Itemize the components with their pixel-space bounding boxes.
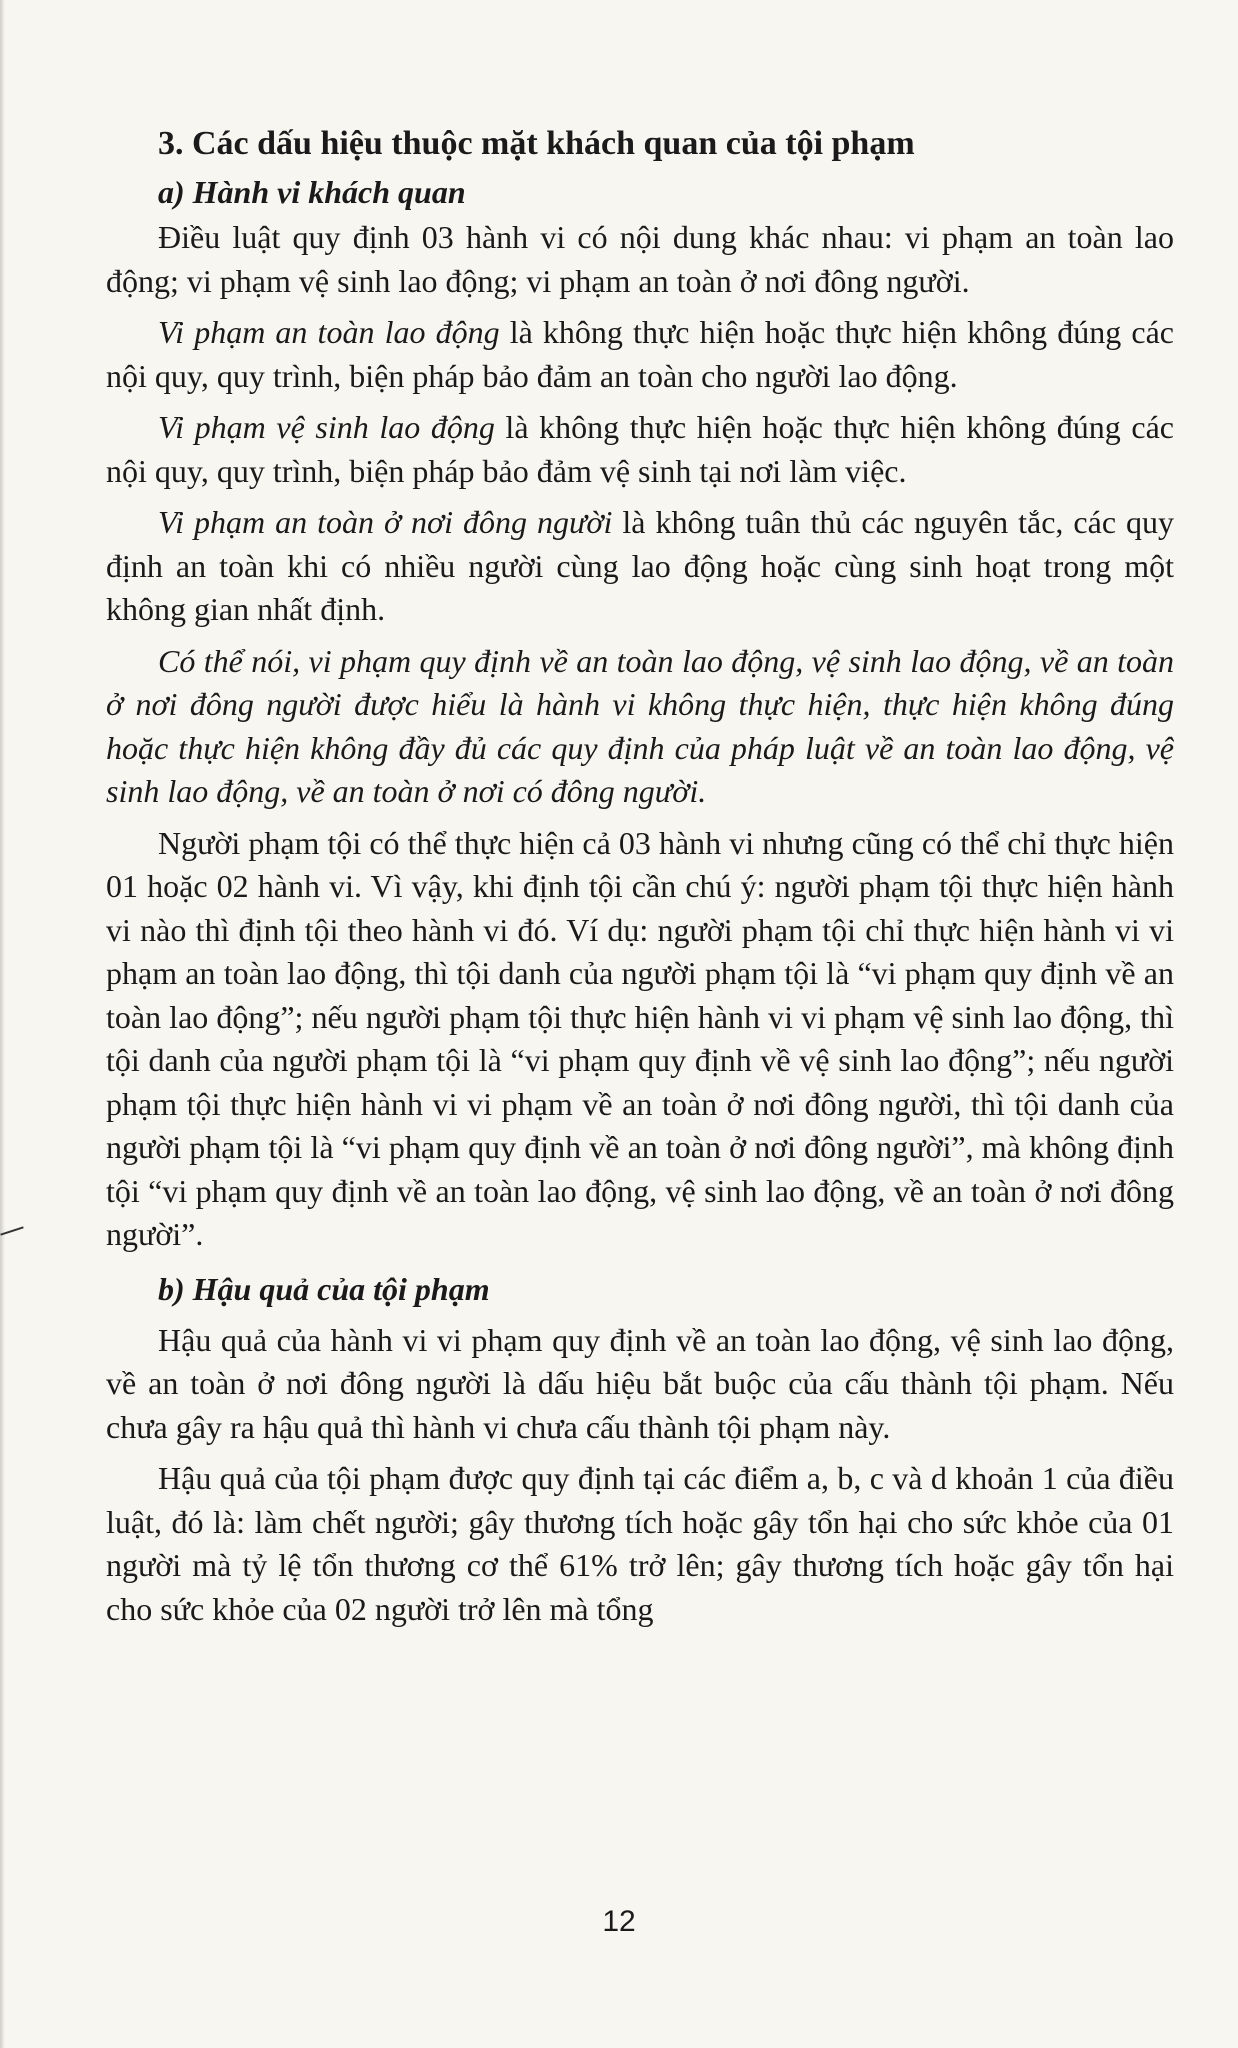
paragraph-a3 xyxy=(106,406,1174,493)
paragraph-a4-text: là không tuân thủ các nguyên tắc, các quy định an toàn khi có nhiều người cùng lao động hoặc cùng sinh hoạt trong một không gian nhất định. xyxy=(106,504,1175,627)
paragraph-b1: Hậu quả của hành vi vi phạm quy định về an toàn lao động, vệ sinh lao động, về an toàn ở nơi đông người là dấu hiệu bắt buộc của cấu thành tội phạm. Nếu chưa gây ra hậu quả thì hành vi chưa cấu thành tội phạm này. xyxy=(106,1321,1174,1445)
paragraph-a5: Có thể nói, vi phạm quy định về an toàn lao động, vệ sinh lao động, về an toàn ở nơi đông người được hiểu là hành vi không thực hiện, thực hiện không đúng hoặc thực hiện không đầy đủ các quy định của pháp luật về an toàn lao động, vệ sinh lao động, về an toàn ở nơi có đông người. xyxy=(106,642,1174,809)
binding-edge xyxy=(0,0,5,2048)
term-crowd-safety: Vi phạm an toàn ở nơi đông người xyxy=(158,504,613,540)
paragraph-a3-text: là không thực hiện hoặc thực hiện không đúng các nội quy, quy trình, biện pháp bảo đảm vệ sinh tại nơi làm việc. xyxy=(106,409,1175,489)
paragraph-b2: Hậu quả của tội phạm được quy định tại các điểm a, b, c và d khoản 1 của điều luật, đó là: làm chết người; gây thương tích hoặc gây tổn hại cho sức khỏe của 01 người mà tỷ lệ tổn thương cơ thể 61% trở lên; gây thương tích hoặc gây tổn hại cho sức khỏe của 02 người trở lên mà tổng xyxy=(106,1460,1174,1627)
paragraph-a6: Người phạm tội có thể thực hiện cả 03 hành vi nhưng cũng có thể chỉ thực hiện 01 hoặc 02 hành vi. Vì vậy, khi định tội cần chú ý: người phạm tội thực hiện hành vi nào thì định tội theo hành vi đó. Ví dụ: người phạm tội chỉ thực hiện hành vi vi phạm an toàn lao động, thì tội danh của người phạm tội là “vi phạm quy định về an toàn lao động”; nếu người phạm tội thực hiện hành vi vi phạm vệ sinh lao động, thì tội danh của người phạm tội là “vi phạm quy định về vệ sinh lao động”; nếu người phạm tội thực hiện hành vi vi phạm về an toàn ở nơi đông người, thì tội danh của người phạm tội là “vi phạm quy định về an toàn ở nơi đông người”, mà không định tội “vi phạm quy định về an toàn lao động, vệ sinh lao động, về an toàn ở nơi đông người”. xyxy=(106,824,1174,1252)
paragraph-a2-text: là không thực hiện hoặc thực hiện không đúng các nội quy, quy trình, biện pháp bảo đảm an toàn cho người lao động. xyxy=(106,314,1174,394)
paragraph-a2 xyxy=(106,311,1174,398)
term-safety: Vi phạm an toàn lao động xyxy=(158,314,500,350)
subheading-b: b) Hậu quả của tội phạm xyxy=(158,1270,490,1307)
term-hygiene: Vi phạm vệ sinh lao động xyxy=(158,409,495,445)
paragraph-a4 xyxy=(106,501,1174,632)
page-number: 12 xyxy=(602,1905,636,1938)
paragraph-a1: Điều luật quy định 03 hành vi có nội dung khác nhau: vi phạm an toàn lao động; vi phạm vệ sinh lao động; vi phạm an toàn ở nơi đông người. xyxy=(106,219,1174,299)
subheading-a: a) Hành vi khách quan xyxy=(158,174,466,210)
page-body xyxy=(106,120,1174,1639)
section-heading: 3. Các dấu hiệu thuộc mặt khách quan của tội phạm xyxy=(158,125,915,162)
